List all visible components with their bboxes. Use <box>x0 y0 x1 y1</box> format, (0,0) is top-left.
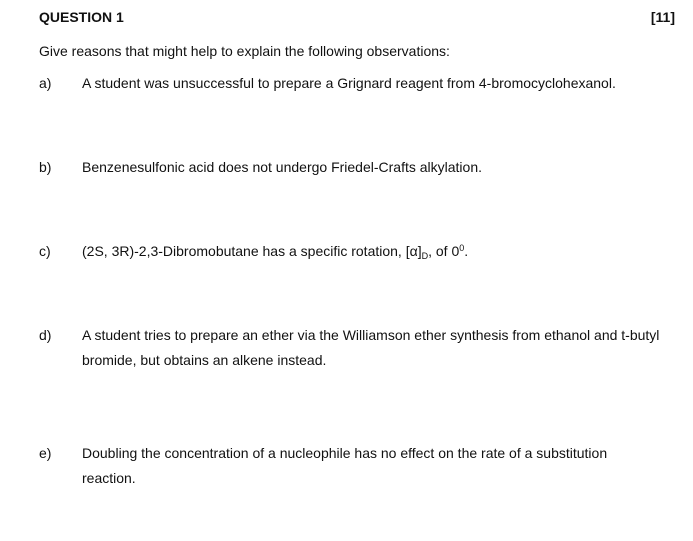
item-d-text: A student tries to prepare an ether via the Williamson ether synthesis from ethanol and t-butyl bromide, but obtains an alkene instead. <box>82 327 660 368</box>
item-d-letter: d) <box>39 327 52 343</box>
item-c-text-before: (2S, 3R)-2,3-Dibromobutane has a specific rotation, [α] <box>82 243 422 259</box>
item-c-subscript: D <box>421 251 429 261</box>
question-marks: [11] <box>650 9 675 25</box>
item-b-letter: b) <box>39 159 52 175</box>
item-a-text: A student was unsuccessful to prepare a Grignard reagent from 4-bromocyclohexanol. <box>82 75 616 91</box>
item-c-text-after: . <box>464 243 469 259</box>
item-e-letter: e) <box>39 445 52 461</box>
item-c-superscript: 0 <box>459 243 465 253</box>
question-title: QUESTION 1 <box>39 9 124 25</box>
question-intro: Give reasons that might help to explain the following observations: <box>39 43 450 59</box>
item-e-text: Doubling the concentration of a nucleophile has no effect on the rate of a substitution reaction. <box>82 445 608 486</box>
item-c-letter: c) <box>39 243 51 259</box>
item-b-text: Benzenesulfonic acid does not undergo Friedel-Crafts alkylation. <box>82 159 483 175</box>
item-a-letter: a) <box>39 75 52 91</box>
item-c-text <box>82 239 662 266</box>
item-c-text-middle: , of 0 <box>428 243 460 259</box>
